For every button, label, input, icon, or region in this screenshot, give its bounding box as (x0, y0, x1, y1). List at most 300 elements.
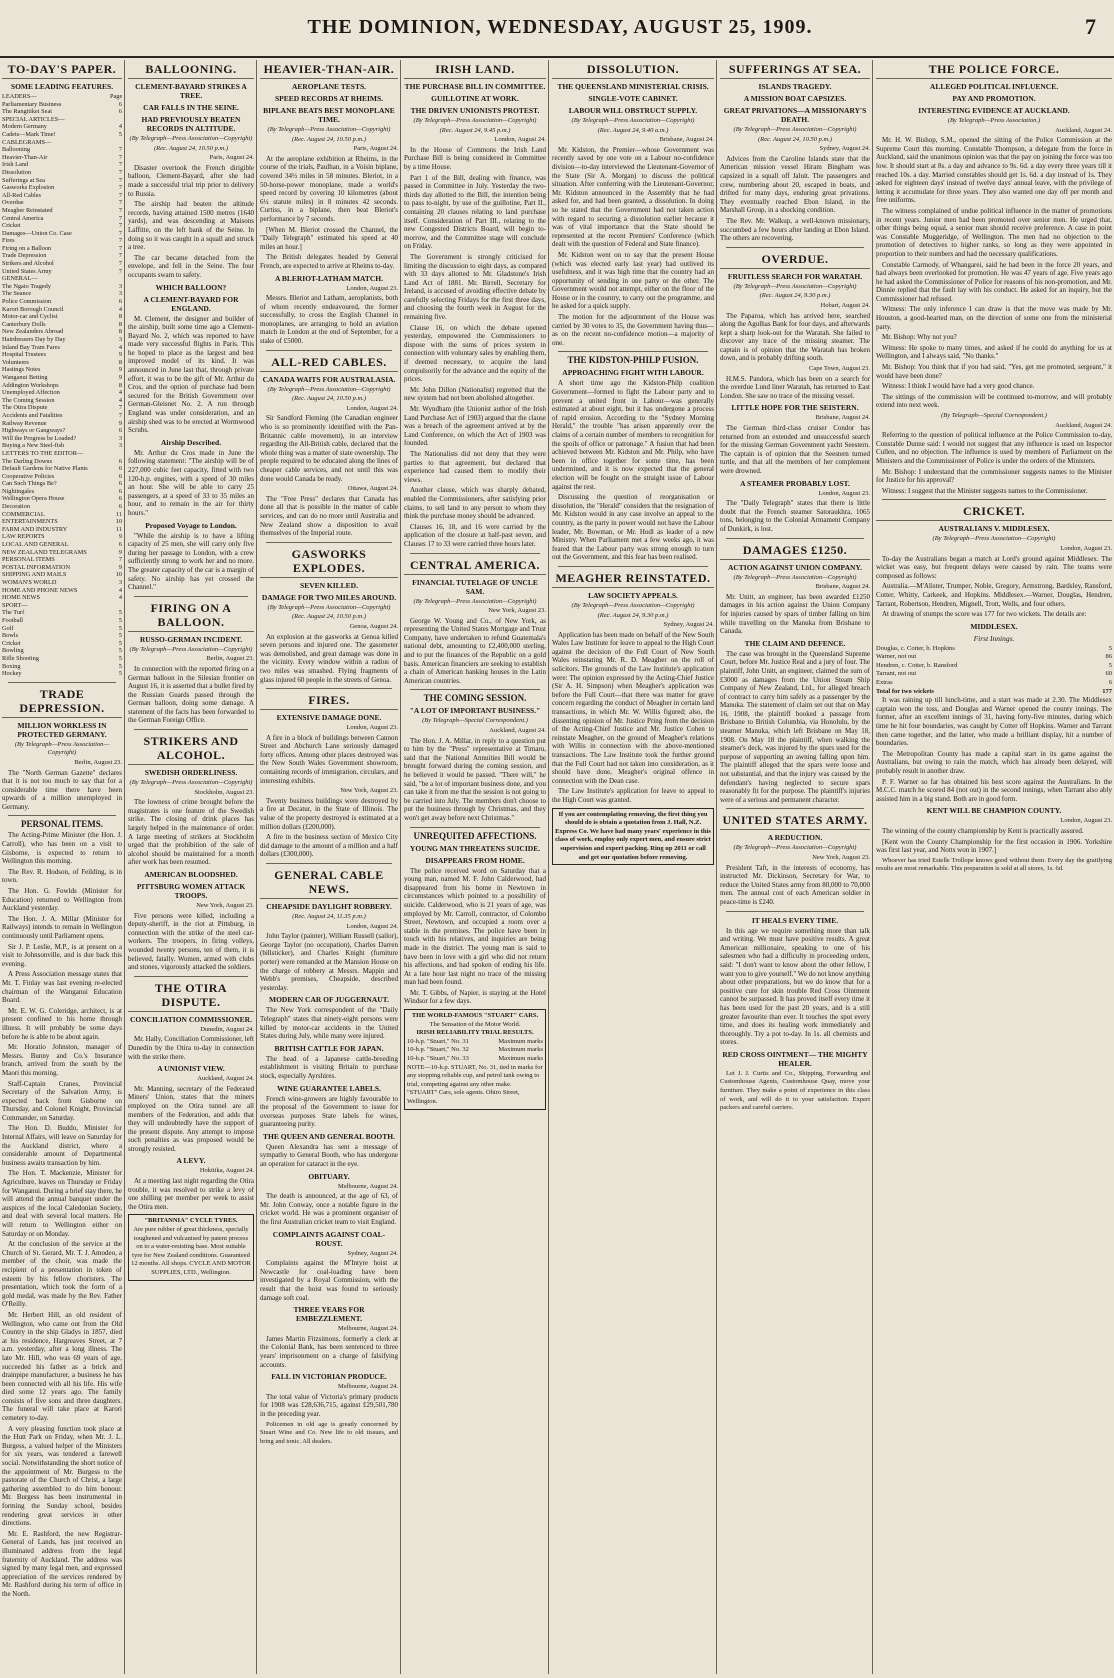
scorecard (876, 645, 1112, 688)
dateline: Ottawa, August 24. (347, 485, 398, 493)
section-heading: HEAVIER-THAN-AIR. (260, 62, 398, 79)
toc-entry-label: Hockey (2, 670, 22, 678)
toc-entry-label: Rifle Shooting (2, 654, 39, 662)
toc-entry (2, 283, 122, 291)
toc-entry-label: LAW REPORTS (2, 533, 45, 541)
toc-entry (2, 154, 122, 162)
subheading: UNREQUITED AFFECTIONS. (413, 830, 537, 841)
byline: (By Telegraph—Press Association—Copyright) (733, 573, 857, 581)
toc-entry-page: 10 (115, 518, 122, 526)
subheading: BIPLANE BEATS BEST MONOPLANE TIME. (263, 106, 395, 124)
article-paragraph: James Martin Fitzsimons, formerly a clerk at the Colonial Bank, has been sentenced to three years' imprisonment on a charge of falsifying accounts. (260, 1334, 398, 1369)
article-paragraph: President Taft, in the interests of economy, has instructed Mr. Dickinson, Secretary for War, to reduce the United States army from 80,000 to 70,000 men. The annual cost of each American soldier in peace-time is £240. (720, 863, 870, 906)
toc-entry-label: Parliamentary Business (2, 100, 62, 108)
toc-entry-label: The Seance (2, 290, 32, 298)
toc-entry (2, 579, 122, 587)
toc-entry-page: 7 (118, 214, 122, 222)
toc-entry-label: Dissolution (2, 168, 32, 176)
toc-entry-page: 9 (118, 563, 122, 571)
toc-entry (2, 670, 122, 678)
article-paragraph: M. Clement, the designer and builder of the airship, built some time ago a Clement-Bayard No. 2, which was reported to have made very successful flights in Paris. This he hoped to place as the largest and best improved model of its kind. It was announced in June last that, through private effort, it was to be the gift of Mr. Arthur du Cros, and the option of purchase had been secured for the British Government over German-Gleisnet No. 2. A run through England was under consideration, and an airship shed was to be erected at Wormwood Scrubs. (128, 314, 254, 435)
subheading: PERSONAL ITEMS. (20, 819, 104, 830)
subheading: GREAT PRIVATIONS—A MISSIONARY'S DEATH. (723, 106, 867, 124)
dateline: Paris, August 24. (209, 154, 254, 162)
toc-entry (2, 177, 122, 185)
toc-entry (2, 93, 122, 101)
toc-entry-label: Meagher Reinstated (2, 206, 53, 214)
divider (134, 976, 248, 977)
toc-entry (2, 313, 122, 321)
byline: (By Telegraph—Press Association—Copyright) (571, 601, 695, 609)
dateline: London, August 23. (1060, 817, 1112, 825)
received-time: (Rec. August 24, 9.30 p.m.) (597, 611, 669, 619)
subheading: SOME LEADING FEATURES. (10, 82, 114, 91)
toc-entry-label: WOMAN'S WORLD (2, 579, 57, 586)
toc-entry-label: ENTERTAINMENTS (2, 518, 58, 526)
received-time: (Rec. August 24, 9.40 a.m.) (597, 126, 669, 134)
toc-entry (2, 146, 122, 154)
article-paragraph: The sittings of the commission will be continued to-morrow, and will probably extend into next week. (876, 392, 1112, 410)
divider (266, 350, 392, 351)
toc-entry-page: 7 (118, 146, 122, 154)
personal-item: Mr. E. Rashford, the new Registrar-General of Lands, has just received an illuminated address from the legal fraternity of Auckland. The address was signed by many legal men, and expressed appreciation of the services rendered by Mr. Rashford during his term of office in the North. (2, 1529, 122, 1598)
received-time: (Rec. August 24, 10.50 p.m.) (291, 613, 367, 621)
toc-entry-label: Irish Land (2, 161, 29, 169)
toc-entry-label: LOCAL AND GENERAL (2, 541, 69, 549)
column-rule (124, 60, 125, 1674)
toc-entry-page: 8 (118, 328, 122, 336)
article-paragraph: H.M.S. Pandora, which has been on a search for the overdue Lund liner Waratah, has returned to East London. She saw no trace of the missing vessel. (720, 374, 870, 400)
article-paragraph: Application has been made on behalf of the New South Wales Law Institute for leave to appeal to the High Court against the decision of the Full Court of New South Wales reinstating Mr. R. D. Meagher on the roll of solicitors. The grounds of the Law Institute's application were: The opinion expressed by the Acting-Chief Justice (Sir A. H. Simpson) when Meagher's application was before the Full Court—that there was matter for grave concern regarding the conduct of Meagher in certain land transactions, in which Mr. W. Willis figured; also, the dissenting opinion of Mr. Justice Pring from the decision of the Acting-Chief Justice and Mr. Justice Cohen to reinstate Meagher, on the ground of Meagher's relations with Willis in connection with the above-mentioned transactions. The Law Institute took the further ground that the Full Court had not taken into consideration, as it should have done, Meagher's original offence in connection with the Dean case. (552, 630, 714, 785)
article-paragraph: In this age we require something more than talk and writing. We must have positive results. A great American millionaire, speaking to one of his salesmen who had a difficulty in proceeding orders, said: "I don't want to know about the other fellow, I want you to give yourself." We do not know anything about other preparations, but we do know that for a positive cure for skin trouble Red Cross Ointment cannot be surpassed. It has proved itself every time it has been used for the past 20 years, and is a still greater favourite than ever. It touches the spot every time, and does its healing work immediately and thoroughly. Try a pot to-day. In 1s. all chemists and stores. (720, 926, 870, 1047)
toc-entry-page: 6 (118, 108, 122, 116)
subheading: DISAPPEARS FROM HOME. (425, 855, 525, 865)
toc-entry-page: 6 (118, 100, 122, 108)
byline: (By Telegraph—Press Association.) (947, 117, 1041, 124)
dateline: New York, August 23. (196, 902, 254, 909)
personal-item: Sir J. P. Leslie, M.P., is at present on a visit to Johnsonville, and is due back this evening. (2, 942, 122, 968)
toc-entry (2, 131, 122, 139)
article-paragraph: The case was brought in the Queensland Supreme Court, before Mr. Justice Real and a jury of four. The plaintiff, John Unitt, an engineer, claimed the sum of £3000 as damages from the Union Steam Ship Company of New Zealand, Ltd., for alleged breach of contract to carry him safely as a passenger by the Manuka. The statement of claim set out that on May 16, 1908, the plaintiff booked a passage from Brisbane to British Columbia, via Honolulu, by the steamer Manuka, which left Brisbane on May 18, 1908. On May 18 the plaintiff, when walking the steamer's deck, was injured by the spars used for the purpose of supporting an awning falling upon him. The plaintiff alleged that the spars were loose and not substantial, and that the injury was caused by the defendant's having neglected to secure spars reasonably fit for the purpose. The plaintiff's injuries were of a serious and permanent character. (720, 649, 870, 804)
divider (8, 815, 116, 816)
article-paragraph: Disaster overtook the French dirigible balloon, Clement-Bayard, after she had made a successful trial trip prior to delivery to Russia. (128, 163, 254, 198)
toc-entry-page: 7 (118, 252, 122, 260)
column-todays-paper (0, 62, 124, 1674)
toc-entry-label: LETTERS TO THE EDITOR— (2, 449, 84, 457)
toc-entry-page: 7 (118, 404, 122, 412)
personal-item: At the conclusion of the service at the Church of St. Gerard, Mr. T. J. Amodeo, a member of the choir, was made the recipient of a presentation in token of esteem by his fellow choristers. The presentation, which took the form of a gold medal, was made by the Rev. Father O'Reilly. (2, 1240, 122, 1309)
toc-entry (2, 275, 122, 283)
toc-entry-page: 7 (118, 184, 122, 192)
subheading: A LEVY. (176, 1156, 206, 1166)
received-time: (Rec. August 24, 9.45 p.m.) (439, 126, 511, 134)
received-time: (Rec. August 24, 9.30 p.m.) (759, 292, 831, 300)
personal-item: The Hon. T. Mackenzie, Minister for Agriculture, leaves on Thursday or Friday for Wanganui. During a brief stay there, he will attend the annual banquet under the auspices of the local Caledonian Society, and deal with several local matters. He will return to Wellington either on Saturday or on Monday. (2, 1169, 123, 1238)
toc-entry-label: Sufferings at Sea (2, 176, 45, 184)
article-paragraph: Advices from the Caroline Islands state that the American mission vessel Hiram Bingham was capsized in a squall off Jaluit. The passengers and crew, numbering about 20, escaped in boats, and drifted for many days, enduring great privations. They eventually reached Ebon Island, in the Marshall Group, in a shocking condition. (720, 154, 870, 215)
result-row (407, 1046, 543, 1055)
toc-entry (2, 230, 122, 238)
byline: (By Telegraph—Special Correspondent.) (941, 412, 1047, 419)
received-time: (Rec. August 24, 11.35 p.m.) (292, 913, 366, 920)
toc-entry (2, 473, 122, 481)
toc-entry-page: 7 (118, 244, 122, 252)
toc-entry (2, 602, 122, 610)
toc-entry-page: 5 (118, 632, 122, 640)
toc-entry-page: 4 (118, 396, 122, 404)
article-paragraph: George W. Young and Co., of New York, as representing the United States Mortgage and Trust Company, have undertaken to refund Guatemala's national debt, amounting to £2,400,000 sterling, and to put the finances of the Republic on a gold basis. American financiers are seeking to establish a chain of American banking houses in the Latin American countries. (404, 616, 546, 685)
toc-entry-label: Modern Germany (2, 123, 47, 131)
toc-entry-page (110, 450, 122, 458)
advertisement-title: "BRITANNIA" CYCLE TYRES. (144, 1217, 238, 1225)
toc-entry (2, 397, 122, 405)
toc-entry-page: 9 (118, 351, 122, 359)
divider (558, 566, 708, 567)
runs: 6 (1108, 679, 1112, 687)
scorecard-row (876, 662, 1112, 671)
toc-entry (2, 518, 122, 526)
article-paragraph: The witness complained of undue political influence in the matter of promotions in recent years. Junior men had been promoted over senior men. He urged that, other things being equal, a senior man should receive preference. A case in point was Constable Muggeridge, of Wellington. The men had no objection to the promotion of detectives to higher ranks, so long as they were appointed in proportion to their numbers and had the necessary qualifications. (876, 206, 1112, 258)
dateline: Dunedin, August 24. (200, 1025, 254, 1033)
toc-entry-label: PERSONAL ITEMS (2, 556, 55, 564)
article-paragraph: Witness: He spoke to many times, and asked if he could do anything for us at Wellington, and I always said, "No thanks." (876, 343, 1112, 361)
toc-entry-page: 5 (118, 639, 122, 647)
toc-entry-page: 7 (118, 206, 122, 214)
subheading: WHICH BALLOON? (155, 282, 227, 292)
toc-entry (2, 290, 122, 298)
toc-entry-label: Trade Depression (2, 252, 47, 260)
personal-item: The Acting-Prime Minister (the Hon. J. Carroll), who has been on a visit to Gisborne, is expected to return to Wellington this morning. (2, 831, 122, 866)
subheading: RED CROSS OINTMENT— THE MIGHTY HEALER. (722, 1049, 868, 1068)
toc-entry-label: Addington Workshops (2, 381, 59, 389)
scorecard-row (876, 653, 1112, 662)
toc-entry (2, 298, 122, 306)
toc-entry (2, 640, 122, 648)
result-row (407, 1038, 543, 1047)
toc-entry (2, 526, 122, 534)
dateline: Brisbane, August 24. (815, 414, 870, 422)
toc-entry-page: 5 (118, 670, 122, 678)
toc-entry-label: The Turf (2, 609, 25, 617)
result-marks: Maximum marks (498, 1055, 543, 1063)
divider (410, 827, 540, 828)
dateline: Genoa, August 24. (349, 622, 398, 630)
toc-entry (2, 404, 122, 412)
toc-entry (2, 116, 122, 124)
article-paragraph: A fire in the business section of Mexico City did damage to the amount of a million and a half dollars (£300,000). (260, 833, 398, 859)
column-ballooning (126, 62, 256, 1674)
dateline: Berlin, August 23. (74, 758, 122, 766)
article-paragraph: A short time ago the Kidston-Philp coalition Government—formed to fight the Labour party and to prevent a united front in Labour—was generally estimated at about eight, but it has undergone a process of rapid erosion. According to the "Sydney Morning Herald," the trouble "has arisen apparently over the claims of a certain number of members to recognition for the spoils of office or patronage." A fusion that had been achieved between Mr. Kidston and Mr. Philp, who have been in office together for some time, has been undermined, and it is now expected that the general election will be fought on the straight issue of Labour against the rest. (552, 379, 714, 491)
toc-entry-page: 6 (118, 503, 122, 511)
subheading: THE CLAIM AND DEFENCE. (744, 638, 846, 648)
section-heading: SUFFERINGS AT SEA. (720, 62, 870, 79)
column-heavier-than-air (258, 62, 400, 1674)
article-paragraph: The winning of the county championship by Kent is practically assured. (882, 826, 1084, 835)
toc-entry-label: Firing on a Balloon (2, 244, 52, 252)
dateline: Brisbane, August 24. (815, 583, 870, 591)
toc-entry (2, 328, 122, 336)
toc-entry (2, 108, 122, 116)
advertisement-subtitle: The Sensation of the Motor World. (429, 1020, 521, 1028)
toc-entry-page: 3 (118, 442, 122, 450)
article-paragraph: It was raining up till lunch-time, and a start was made at 2.30. The Middlesex captain won the toss, and Douglas and Warner opened the county innings. The former, after an excellent innings of 31, having forty-five minutes, during which time he hit four boundaries, was caught by Cotter off Hopkins. Warner and Tarrant then came together, and the latter, who made a brilliant display, hit a number of boundaries. (876, 696, 1112, 748)
total-label: Total for two wickets (876, 687, 934, 695)
dateline: Hokitika, August 24. (199, 1167, 254, 1175)
personal-item: A very pleasing function took place at the Hutt Park on Friday, when Mr. J. L. Burgess, a valued helper of the Ministers for six years, was tendered a farewell social. Notwithstanding the short notice of the appointment of Mr. Burgess to the pastorate of the Church of Christ, a large gathering assembled to do him honour. Mr. Burgess has been instrumental in forming the Sunday school, besides rendering great services in other directions. (2, 1424, 122, 1528)
toc-entry (2, 245, 122, 253)
article-paragraph: In the House of Commons the Irish Land Purchase Bill is being considered in Committee by a time House. (404, 145, 546, 171)
article-paragraph: The police received word on Saturday that a young man, named M. F. John Calderwood, had disappeared from his home in Newtown in circumstances which pointed to a possibility of suicide. Calderwood, who is 21 years of age, was employed by Mr. Carroll, contractor, of Colombo Street, Newtown, and occupied a room over a stable in the premises. The police have been in touch with his relatives, and inquiries are being made in the district. The young man is said to have been in love with a girl who did not return his affections, and had spoken of ending his life. At a late hour last night no trace of the missing man had been found. (404, 866, 546, 987)
toc-entry-page (110, 116, 122, 124)
advertisement-title: THE WORLD-FAMOUS "STUART" CARS. (411, 1012, 539, 1020)
column-rule (400, 60, 401, 1674)
subheading: Proposed Voyage to London. (145, 520, 237, 530)
section-heading: GENERAL CABLE NEWS. (260, 868, 398, 899)
toc-entry-label: Golf (2, 624, 14, 632)
byline: (By Telegraph—Special Correspondent.) (422, 717, 528, 725)
article-paragraph: At drawing of stumps the score was 177 for two wickets. The details are: (882, 610, 1087, 619)
toc-entry-label: Motor-car and Cyclist (2, 313, 58, 321)
article-paragraph: Queen Alexandra has sent a message of sympathy to General Booth, who has undergone an operation for cataract in the eye. (260, 1142, 398, 1169)
personal-item: Mr. E. W. G. Coleridge, architect, is at present confined to his home through illness. It will probably be some days before he is able to be about again. (2, 1006, 122, 1041)
section-heading: CENTRAL AMERICA. (404, 558, 546, 575)
byline: (By Telegraph—Press Association—Copyright) (733, 126, 857, 133)
article-paragraph: A fire in a block of buildings between Cannon Street and Abchurch Lane seriously damaged forty offices. Among other places destroyed was the New South Wales Government showroom, containing records of immigration, circulars, and interesting exhibits. (260, 733, 398, 785)
toc-entry (2, 632, 122, 640)
section-heading: FIRING ON A BALLOON. (128, 601, 254, 632)
subheading: Airship Described. (161, 437, 221, 447)
toc-entry-label: CABLEGRAMS— (2, 138, 52, 146)
dateline: Auckland, August 24. (1055, 126, 1112, 134)
personal-item: The Hon. G. Fowlds (Minister for Education) returned to Wellington from Auckland yesterday. (2, 887, 122, 913)
toc-entry-page (110, 139, 122, 147)
article-paragraph: Twenty business buildings were destroyed by a fire at Decatur, in the State of Illinois. The value of the property destroyed is estimated at a million dollars (£200,000). (260, 796, 398, 831)
subheading: A BLERIOT-LATHAM MATCH. (275, 273, 383, 283)
toc-entry-label: The Darling Downs (2, 457, 53, 465)
article-paragraph: Witness: I suggest that the Minister suggests names to the Commissioner. (882, 486, 1088, 495)
byline: (By Telegraph—Press Association—Copyright) (267, 385, 391, 393)
subheading: KENT WILL BE CHAMPION COUNTY. (926, 806, 1062, 816)
dateline: London, August 24. (346, 404, 398, 412)
dateline: Sydney, August 24. (663, 621, 714, 629)
dateline: Sydney, August 24. (819, 145, 870, 153)
toc-entry-page: 7 (118, 411, 122, 419)
article-paragraph: Messrs. Bleriot and Latham, aeroplanists, both of whom recently endeavoured, the former successfully, to cross the English Channel in monoplanes, are arranging to hold an aviation match in London at the end of September, for a stake of £5000. (260, 294, 398, 346)
column-dissolution (550, 62, 716, 1674)
toc-entry (2, 412, 122, 420)
subheading: THE QUEEN AND GENERAL BOOTH. (263, 1131, 395, 1141)
subheading: A CLEMENT-BAYARD FOR ENGLAND. (143, 294, 239, 313)
toc-entry-label: Inland Bay Tram Fares (2, 343, 60, 351)
subheading: DAMAGE FOR TWO MILES AROUND. (261, 592, 397, 602)
toc-entry-label: COMMERCIAL (2, 510, 45, 518)
toc-entry-label: Police Commission (2, 298, 52, 306)
section-heading: THE OTIRA DISPUTE. (128, 981, 254, 1012)
dateline: Brisbane, August 24. (659, 136, 714, 144)
article-paragraph: At the aeroplane exhibition at Rheims, in the course of the trials, Paulhan, in a Voisin biplane, covered 34½ miles in 58 minutes. Bleriot, in a 50-horse-power monoplane, made a world's speed record by covering 10 kilometres (about 6¼ statute miles) in 8 minutes 42 seconds. Curtiss, in a biplane, then beat Bleriot's performance by 7 seconds. (260, 154, 398, 223)
toc-entry-page: 9 (118, 419, 122, 427)
toc-entry (2, 609, 122, 617)
toc-entry (2, 366, 122, 374)
dateline: New York, August 23. (812, 854, 870, 861)
toc-entry-page: 6 (118, 427, 122, 435)
article-paragraph: Mr. H. W. Bishop, S.M., opened the sitting of the Police Commission at the Supreme Court this morning. Constable Thompson, a delegate from the force in Auckland, said the unanimous opinion was that the pay on joining the force was too low. It should start at 8s. a day and advance to 9s. 6d. a day every three years till it reached 10s. a day. Married constables should get 1s. 6d. a day instead of 1s. They asked for eighteen days' instead of twelve days' annual leave, with the privilege of letting it accumulate for three years. They also wanted one day off per month and free uniforms. (876, 136, 1112, 205)
toc-entry-label: Hospital Trustees (2, 351, 46, 359)
toc-entry-page: 7 (118, 556, 122, 564)
section-heading: ALL-RED CABLES. (260, 355, 398, 372)
toc-entry-label: Strikers and Alcohol (2, 260, 54, 268)
toc-entry (2, 374, 122, 382)
toc-entry-label: The Ngaio Tragedy (2, 282, 51, 290)
article-paragraph: Discussing the question of reorganisation or dissolution, the "Herald" considers that the resignation of Mr. Kidston would in any case involve an appeal to the country, as the party in power would not have the Labour leader, Mr. Bowman, or Mr. Hodl as leader of a new Ministry. When Parliament met a few weeks ago, it was feared that the Labour party was strong enough to turn out the Government, and this fear has been realised. (552, 493, 714, 562)
toc-entry (2, 389, 122, 397)
toc-entry-page: 9 (118, 548, 122, 556)
toc-entry-page: 3 (118, 579, 122, 586)
subheading: BRITISH CATTLE FOR JAPAN. (274, 1043, 384, 1053)
article-paragraph: An explosion at the gasworks at Genoa killed seven persons and injured one. The gasometer was demolished, and great damage was done in the vicinity. Every window within a radius of two miles was smashed. Flying fragments of glass injured 60 people in the streets of Genoa. (260, 632, 398, 684)
subheading: AEROPLANE TESTS. (291, 82, 367, 91)
toc-entry-label: Damages—Union Co. Case (2, 229, 72, 237)
dateline: Berlin, August 23. (206, 655, 254, 663)
byline: (By Telegraph—Press Association—Copyright) (932, 535, 1056, 543)
toc-entry-label: Hairdressers Day by Day (2, 336, 66, 343)
toc-entry-label: Bowls (2, 632, 19, 640)
article-paragraph: The head of a Japanese cattle-breeding establishment is visiting Britain to purchase stock, especially Ayrshires. (260, 1054, 398, 1080)
article-paragraph: Another clause, which was sharply debated, enabled the Commissioners, after satisfying prior claims, to sell land to any person to whom they think the purchase money should be advanced. (404, 486, 546, 521)
toc-entry (2, 215, 122, 223)
advertisement-body: NOTE—10-h.p. STUART, No. 31, tied in marks for any stopping reliable cup, and petrol tank owing to trial, competing against any other make. "STUART" Cars, sole agents. Ohiro Street, Wellington. (407, 1063, 543, 1105)
subheading: LABOUR WILL OBSTRUCT SUPPLY. (568, 106, 698, 115)
byline: (By Telegraph—Press Association—Copyright) (129, 779, 253, 787)
toc-entry-page: 7 (118, 191, 122, 199)
dateline: Hobart, August 24. (820, 301, 870, 309)
subheading: THE PURCHASE BILL IN COMMITTEE. (404, 82, 546, 91)
toc-entry (2, 252, 122, 260)
toc-entry (2, 260, 122, 268)
personal-item: Mr. Horatio Johnston, manager of Messrs. Bunny and Co.'s Insurance branch, arrived from the south by the Maori this morning. (2, 1043, 122, 1077)
subheading: RUSSO-GERMAN INCIDENT. (139, 634, 243, 644)
column-rule (256, 60, 257, 1674)
toc-entry (2, 480, 122, 488)
toc-entry (2, 207, 122, 215)
toc-entry (2, 336, 122, 344)
section-heading: STRIKERS AND ALCOHOL. (128, 734, 254, 765)
toc-entry-page: Page (110, 93, 123, 100)
toc-entry-label: The Rangitikei Seat (2, 108, 53, 116)
toc-entry-page: 11 (115, 510, 122, 518)
article-paragraph: The death is announced, at the age of 63, of Mr. John Conway, once a notable figure in the cricket world. He was a prominent organiser of the first Australian cricket team to visit England. (260, 1192, 398, 1227)
toc-entry (2, 564, 122, 572)
dateline: Melbourne, August 24. (338, 1383, 398, 1391)
article-paragraph: Referring to the question of political influence at the Police Commission to-day, Constable Dunne said: I would not suggest that any influence is used on Inspector Cullen, and no objection. The influence is used by members of Parliament on the Ministers and the Commissioner of Police is under the orders of the Ministers. (876, 431, 1112, 465)
article-paragraph: [When M. Bleriot crossed the Channel, the "Daily Telegraph" estimated his speed at 40 miles an hour.] (260, 225, 398, 251)
section-heading: BALLOONING. (128, 62, 254, 79)
toc-entry-page: 4 (118, 594, 122, 602)
subheading: First Innings. (973, 633, 1015, 643)
runs: 86 (1105, 653, 1112, 661)
dateline: London, August 23. (1060, 544, 1112, 552)
toc-entry (2, 351, 122, 359)
toc-entry-page: 5 (118, 130, 122, 138)
toc-entry-label: Bowling (2, 647, 24, 655)
article-paragraph: The "Daily Telegraph" states that there is little doubt that the French steamer Satoraukhra, 1065 tons, belonging to the Colonial Armament Company of Dunkirk, is lost. (720, 499, 870, 533)
toc-entry-page: 7 (118, 199, 122, 207)
dateline: Melbourne, August 24. (338, 1325, 398, 1333)
subheading: A MISSION BOAT CAPSIZES. (743, 94, 847, 103)
toc-entry (2, 647, 122, 655)
batsman: Extras (876, 679, 893, 687)
toc-entry (2, 450, 122, 458)
dateline: London, August 24. (346, 922, 398, 930)
toc-entry-label: Can Such Things Be? (2, 480, 57, 488)
toc-entry (2, 465, 122, 473)
toc-entry-label: Gasworks Explosion (2, 184, 55, 192)
article-paragraph: Mr. Bishop: Why not you? (882, 333, 957, 342)
article-paragraph: French wine-growers are highly favourable to the proposal of the Government to issue for overseas purposes State labels for wines, guaranteeing purity. (260, 1094, 398, 1129)
toc-entry-label: Central America (2, 214, 44, 222)
masthead (0, 0, 1114, 58)
divider (410, 553, 540, 554)
subheading: FRUITLESS SEARCH FOR WARATAH. (727, 271, 863, 281)
toc-entry (2, 344, 122, 352)
toc-entry-page: 9 (118, 366, 122, 374)
toc-entry-page: 9 (118, 373, 122, 381)
article-paragraph: Let J. J. Curtis and Co., Shipping, Forwarding and Customhouse Agents, Customhouse Quay, move your furniture. They make a point of experience in this class of work, and will do it to your satisfaction. Expert packers and careful carriers. (720, 1069, 870, 1112)
article-paragraph: Whoever has tried Estelle Trollope knows good without them. Every day the gratifying results are most remarkable. This preparation is sold at all stores, 1s. 6d. (876, 856, 1112, 873)
advertisement (128, 1214, 254, 1280)
subheading: A STEAMER PROBABLY LOST. (740, 478, 850, 488)
article-paragraph: Mr. Bishop: You think that if you had said, "Yes, get me promoted, sergeant," it would have been done? (876, 363, 1112, 380)
article-paragraph: Mr. Hally, Conciliation Commissioner, left Dunedin by the Otira to-day in connection with the strike there. (128, 1035, 255, 1061)
toc-entry (2, 495, 122, 503)
toc-entry-label: Hastings Notes (2, 366, 41, 374)
personal-item: The Hon. D. Buddo, Minister for Internal Affairs, will leave on Saturday for the Auckland district, where a considerable amount of Departmental business awaits transaction by him. (2, 1124, 122, 1167)
toc-entry-label: The Coming Session (2, 396, 55, 404)
section-heading: THE POLICE FORCE. (876, 62, 1112, 79)
toc-entry-label: Volunteers (2, 358, 29, 366)
toc-entry-page: 7 (118, 176, 122, 184)
subheading: SINGLE-VOTE CABINET. (588, 94, 678, 103)
toc-entry-page: 6 (118, 541, 122, 549)
toc-entry (2, 556, 122, 564)
toc-entry-label: Ballooning (2, 146, 30, 154)
column-irish-land (402, 62, 548, 1674)
subheading: "A LOT OF IMPORTANT BUSINESS." (409, 706, 541, 716)
toc-entry-page: 3 (118, 336, 122, 343)
subheading: OBITUARY. (308, 1171, 350, 1181)
dateline: London, August 23. (346, 724, 398, 732)
toc-entry-label: Heavier-Than-Air (2, 153, 48, 161)
article-paragraph: Witness: I think I would have had a very good chance. (882, 382, 1035, 391)
toc-entry (2, 549, 122, 557)
toc-entry-page: 5 (118, 654, 122, 662)
received-time: (Rec. August 24, 10.50 p.m.) (291, 395, 367, 403)
divider (726, 911, 864, 912)
toc-entry-page: 4 (118, 123, 122, 131)
dateline: Auckland, August 24. (489, 727, 546, 735)
article-paragraph: Complaints against the M'Intyre hoist at Newcastle for coal-loading have been investigated by a Royal Commission, with the result that the hoist was found to seriously damage soft coal. (260, 1259, 398, 1302)
dateline: New York, August 23. (340, 787, 398, 795)
article-paragraph: To-day the Australians began a match at Lord's ground against Middlesex. The wicket was easy, but frequent delays were caused by rain. The teams were composed as follows: (876, 554, 1112, 580)
toc-entry (2, 192, 122, 200)
byline: (By Telegraph—Press Association—Copyright) (733, 282, 857, 290)
toc-entry-label: Football (2, 616, 23, 624)
toc-entry-page: 7 (118, 222, 122, 230)
section-heading: DAMAGES £1250. (720, 543, 870, 560)
scorecard-row (876, 670, 1112, 679)
toc-entry-page (110, 602, 122, 610)
